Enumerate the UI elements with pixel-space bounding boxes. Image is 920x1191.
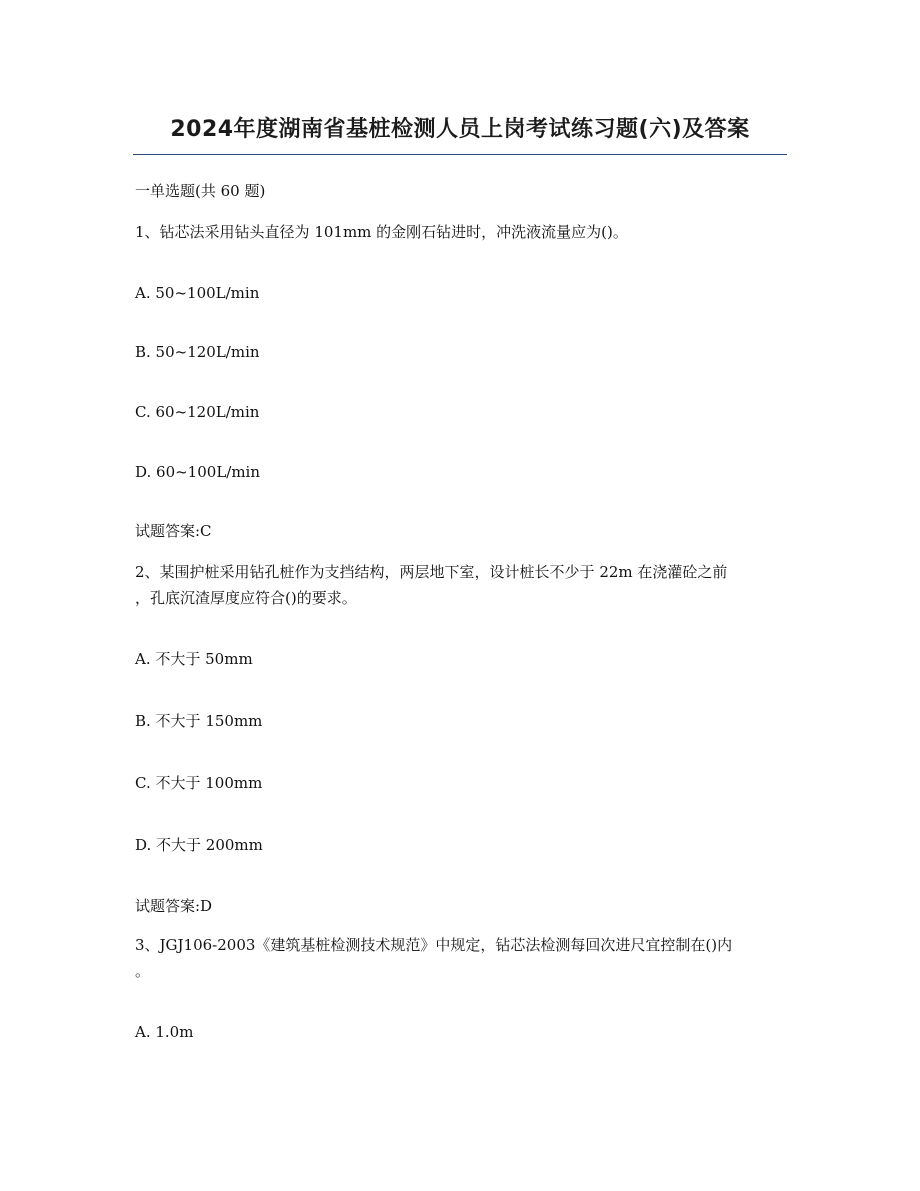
question-1-option-b: B. 50~120L/min (135, 343, 260, 361)
question-1-answer: 试题答案:C (135, 522, 212, 540)
question-1-option-c: C. 60~120L/min (135, 403, 260, 421)
question-1-option-a: A. 50~100L/min (135, 284, 260, 302)
question-2-stem-line-1: 2、某围护桩采用钻孔桩作为支挡结构，两层地下室，设计桩长不少于 22m 在浇灌砼之前 (135, 563, 728, 581)
question-2-option-b: B. 不大于 150mm (135, 712, 263, 730)
question-2-option-a: A. 不大于 50mm (135, 650, 253, 668)
title-underline (133, 154, 787, 155)
question-1-stem: 1、钻芯法采用钻头直径为 101mm 的金刚石钻进时，冲洗液流量应为()。 (135, 223, 628, 241)
page-title: 2024年度湖南省基桩检测人员上岗考试练习题(六)及答案 (170, 117, 750, 142)
question-2-stem-line-2: ，孔底沉渣厚度应符合()的要求。 (135, 589, 357, 607)
section-heading: 一单选题(共 60 题) (135, 182, 266, 200)
question-2-answer: 试题答案:D (135, 897, 213, 915)
question-3-stem-line-1: 3、JGJ106-2003《建筑基桩检测技术规范》中规定，钻芯法检测每回次进尺宜控制在()内 (135, 936, 733, 954)
question-2-option-c: C. 不大于 100mm (135, 774, 263, 792)
question-3-stem-line-2: 。 (135, 962, 151, 980)
question-1-option-d: D. 60~100L/min (135, 463, 261, 481)
question-2-option-d: D. 不大于 200mm (135, 836, 263, 854)
question-3-option-a: A. 1.0m (135, 1023, 194, 1041)
